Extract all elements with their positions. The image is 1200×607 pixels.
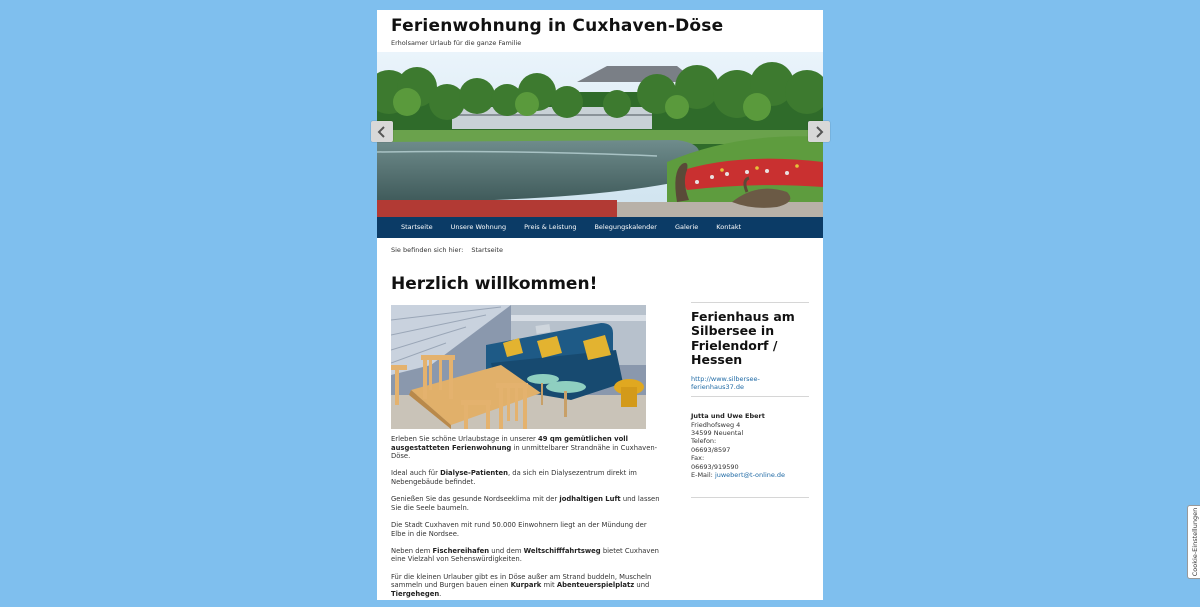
nav-unsere-wohnung[interactable]: Unsere Wohnung [450, 223, 507, 231]
paragraph-apartment: Erleben Sie schöne Urlaubstage in unserer 49 qm gemütlichen voll ausgestatteten Ferienwohnung in unmittelbarer Strandnähe in Cuxhaven-Döse. [391, 435, 658, 461]
sidebar-title: Ferienhaus am Silbersee in Frielendorf / Hessen [691, 309, 795, 367]
paragraph-sights: Neben dem Fischereihafen und dem Weltschifffahrtsweg bietet Cuxhaven eine Vielzahl von Sehenswürdigkeiten. [391, 546, 659, 564]
main-navigation [377, 217, 823, 238]
site-title[interactable]: Ferienwohnung in Cuxhaven-Döse [391, 16, 724, 36]
site-tagline: Erholsamer Urlaub für die ganze Familie [391, 39, 522, 47]
contact-fax-label: Fax: [691, 454, 705, 463]
cookie-settings-tab[interactable] [1187, 505, 1200, 579]
paragraph-dialysis: Ideal auch für Dialyse-Patienten, da sich ein Dialysezentrum direkt im Nebengebäude befindet. [391, 469, 637, 486]
sidebar-website-link[interactable]: http://www.silbersee-ferienhaus37.de [691, 375, 760, 392]
contact-name: Jutta und Uwe Ebert [691, 412, 765, 421]
contact-phone: 06693/8597 [691, 445, 731, 454]
header-slider-image [377, 52, 823, 217]
contact-street: Friedhofsweg 4 [691, 420, 741, 429]
cookie-settings-label: Cookie-Einstellungen [1190, 507, 1199, 577]
paragraph-city: Die Stadt Cuxhaven mit rund 50.000 Einwohnern liegt an der Mündung der Elbe in die Nordsee. [391, 520, 647, 538]
contact-city: 34599 Neuental [691, 429, 744, 437]
breadcrumb [391, 246, 503, 254]
contact-phone-label: Telefon: [691, 437, 717, 446]
chevron-left-icon [377, 126, 387, 138]
contact-info [691, 412, 809, 479]
chevron-right-icon [814, 126, 824, 138]
intro-text [391, 435, 661, 607]
sidebar-divider-middle [691, 396, 809, 397]
breadcrumb-prefix: Sie befinden sich hier: [391, 246, 464, 254]
contact-email-row [691, 471, 809, 479]
nav-belegungskalender[interactable]: Belegungskalender [594, 223, 657, 231]
living-room-photo [391, 305, 646, 429]
slider-next-button[interactable] [808, 121, 830, 142]
breadcrumb-current[interactable]: Startseite [471, 246, 503, 254]
paragraph-kids: Für die kleinen Urlauber gibt es in Döse außer am Strand buddeln, Muscheln sammeln und Burgen bauen einen Kurpark mit Abenteuerspielplatz und Tiergehegen. [391, 572, 652, 598]
sidebar [691, 302, 809, 498]
contact-fax: 06693/919590 [691, 462, 739, 471]
contact-email-label: E-Mail: [691, 471, 713, 480]
nav-startseite[interactable]: Startseite [401, 223, 433, 231]
nav-kontakt[interactable]: Kontakt [716, 223, 742, 231]
page-container [377, 10, 823, 600]
contact-email-link[interactable]: juwebert@t-online.de [714, 471, 786, 480]
page-heading: Herzlich willkommen! [391, 274, 598, 294]
slider-prev-button[interactable] [371, 121, 393, 142]
sidebar-divider-bottom [691, 497, 809, 498]
paragraph-climate: Genießen Sie das gesunde Nordseeklima mit der jodhaltigen Luft und lassen Sie die Seele baumeln. [391, 495, 660, 512]
nav-preis-leistung[interactable]: Preis & Leistung [524, 223, 577, 231]
nav-galerie[interactable]: Galerie [674, 223, 699, 231]
sidebar-divider-top [691, 302, 809, 303]
